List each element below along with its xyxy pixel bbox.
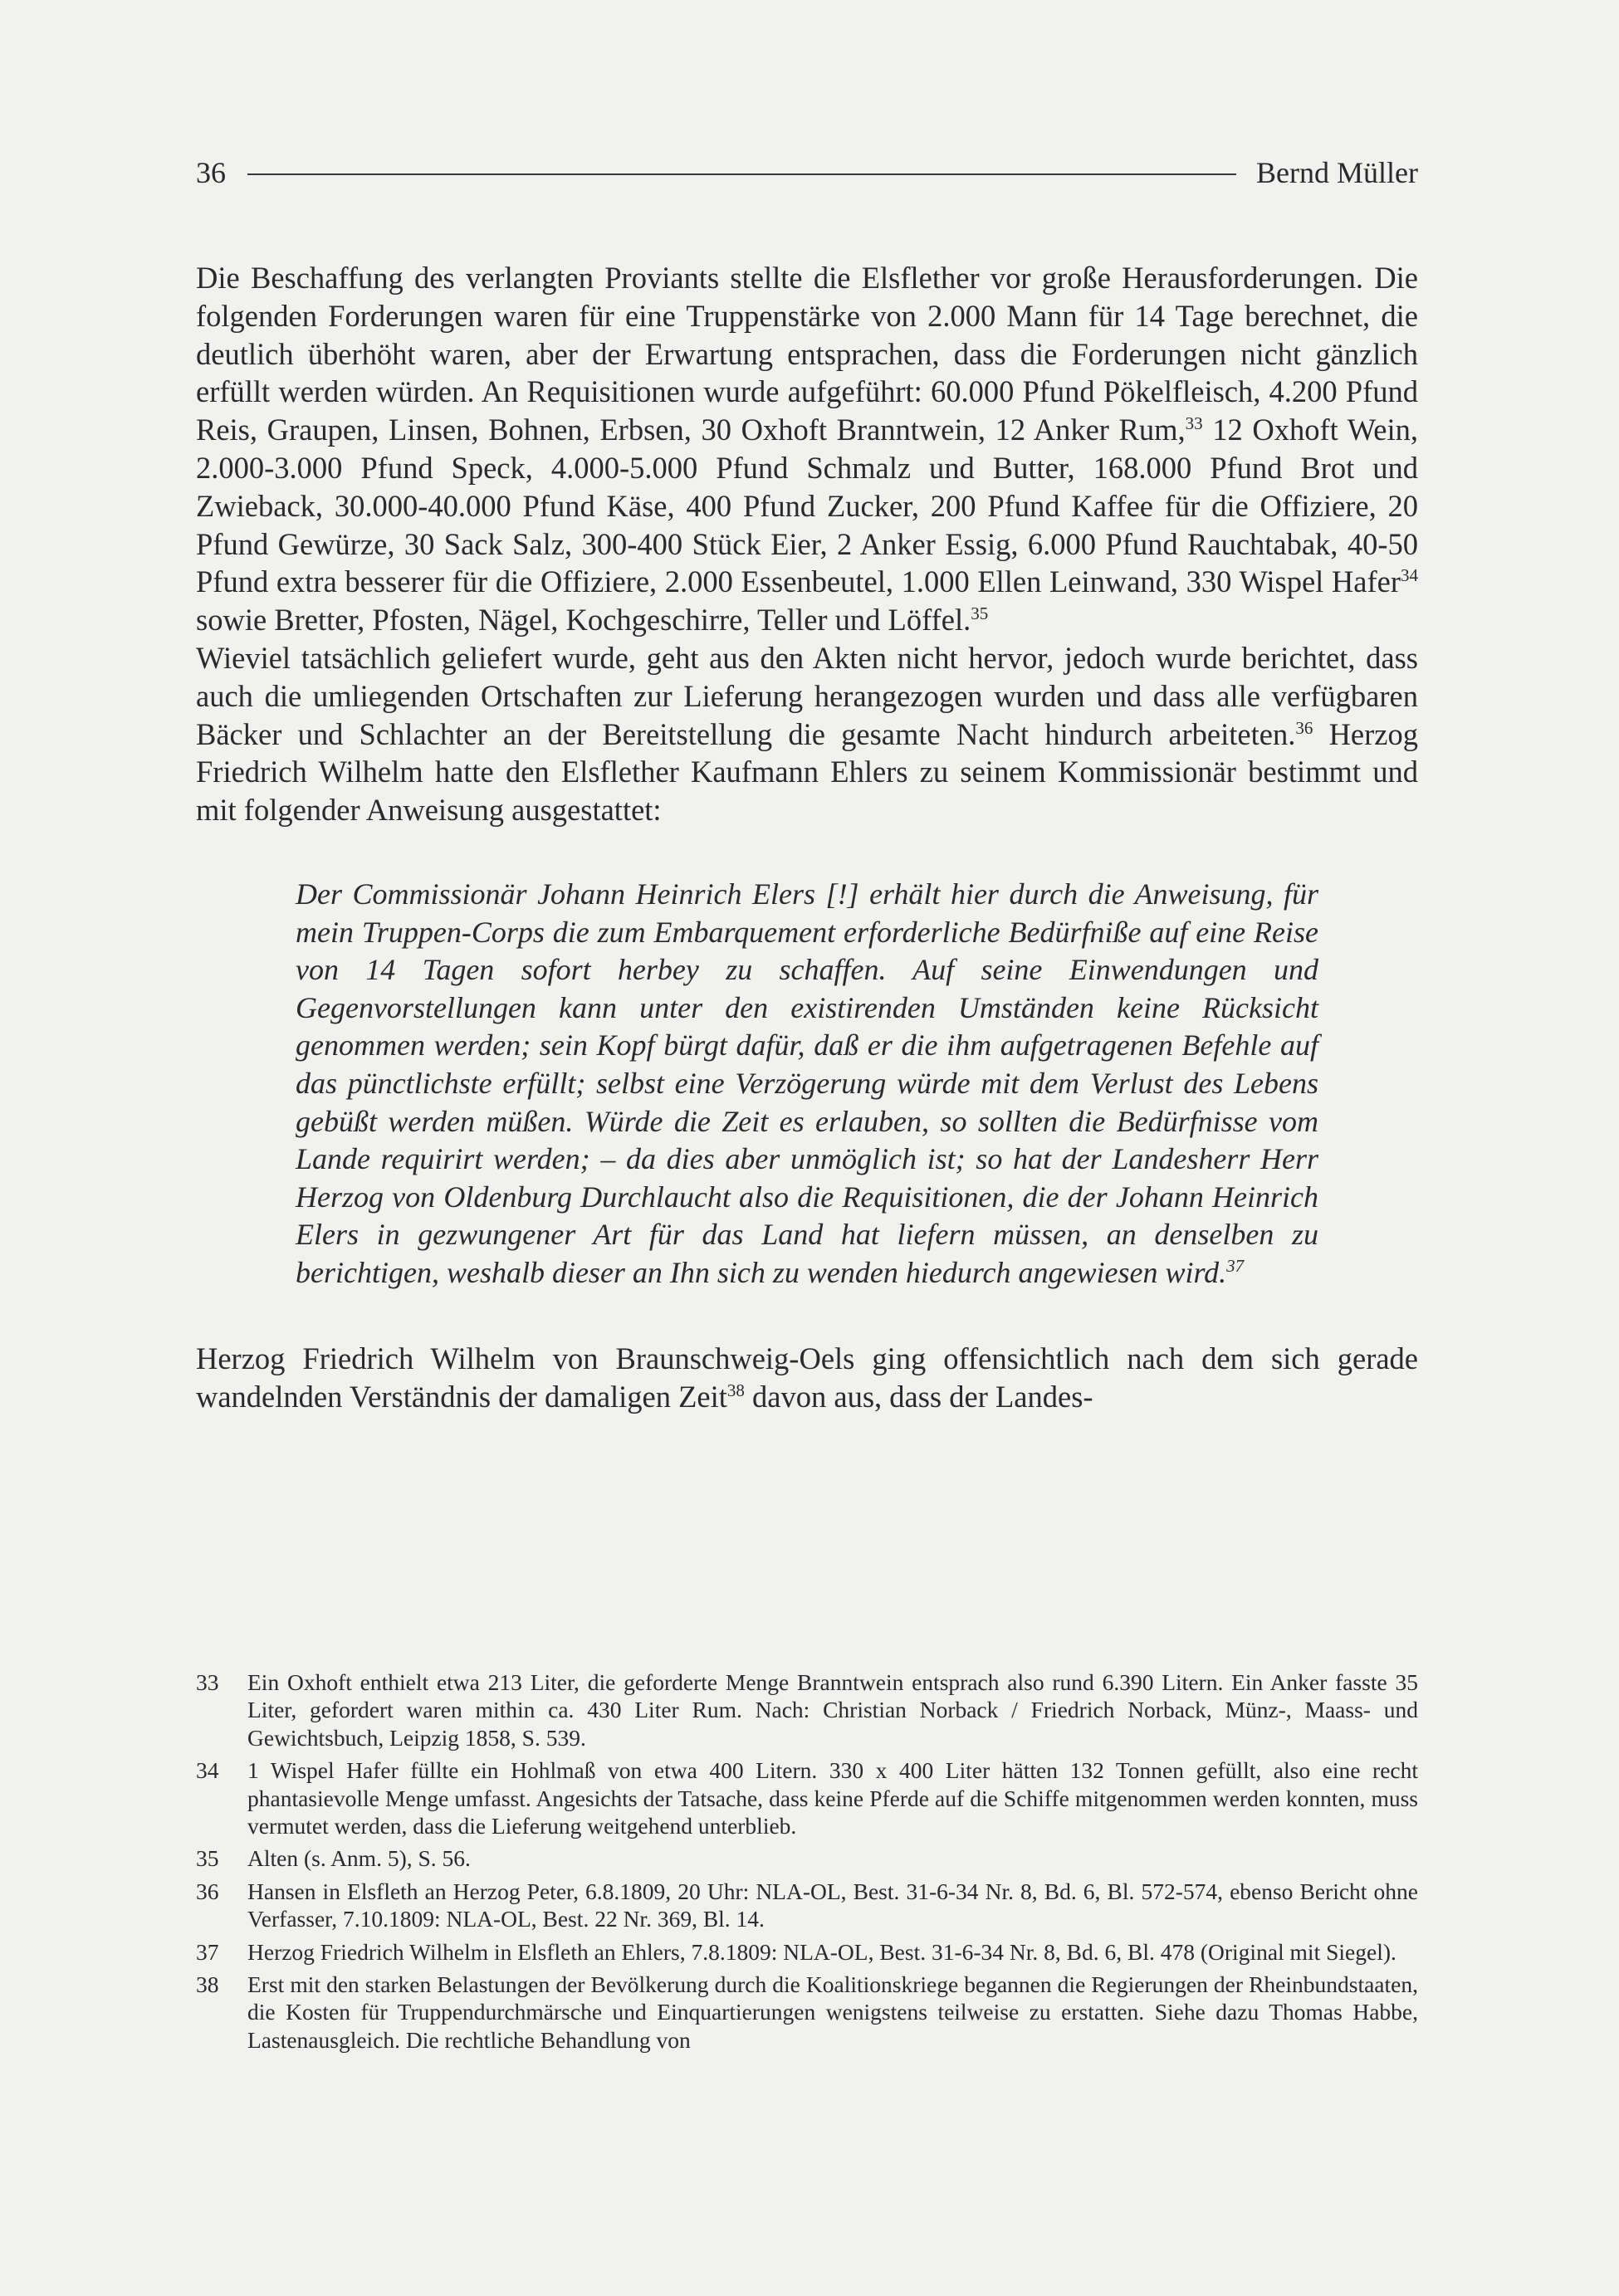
footnote: [196, 1971, 1418, 2054]
footnote-ref: 35: [971, 603, 989, 624]
main-text: [196, 259, 1418, 1416]
footnote-text: Herzog Friedrich Wilhelm in Elsfleth an Ehlers, 7.8.1809: NLA-OL, Best. 31-6-34 Nr. 8, Bd. 6, Bl. 478 (Original mit Siegel).: [247, 1938, 1396, 1965]
block-quote: [296, 876, 1318, 1292]
footnote-text: 1 Wispel Hafer füllte ein Hohlmaß von etwa 400 Litern. 330 x 400 Liter hätten 132 Tonnen gefüllt, also eine recht phantasievolle Menge umfasst. Angesichts der Tatsache, dass keine Pferde auf die Schiffe mitgenommen werden konnten, muss vermutet werden, dass die Lieferung weitgehend unterblieb.: [247, 1757, 1418, 1839]
footnote-number: 37: [196, 1938, 219, 1965]
footnote: [196, 1938, 1418, 1966]
footnote-text: Erst mit den starken Belastungen der Bevölkerung durch die Koalitionskriege begannen die Regierungen der Rheinbundstaaten, die Kosten für Truppendurchmärsche und Einquartierungen wenigstens teilweise zu erstatten. Siehe dazu Thomas Habbe, Lastenausgleich. Die rechtliche Behandlung von: [247, 1971, 1418, 2053]
page-number: 36: [196, 156, 226, 189]
footnote: [196, 1668, 1418, 1751]
text-segment: Herzog Friedrich Wilhelm von Braunschweig-Oels ging offensichtlich nach dem sich gerade wandelnden Verständnis der damaligen Zeit: [196, 1341, 1418, 1414]
footnote-ref: 36: [1295, 717, 1313, 738]
footnote-number: 36: [196, 1878, 219, 1904]
footnote-number: 33: [196, 1669, 219, 1695]
footnote: [196, 1844, 1418, 1872]
header-rule: [247, 173, 1236, 175]
text-segment: sowie Bretter, Pfosten, Nägel, Kochgeschirre, Teller und Löffel.: [196, 603, 971, 638]
footnote-number: 35: [196, 1845, 219, 1872]
footnote-ref: 34: [1401, 565, 1418, 586]
quote-text: Der Commissionär Johann Heinrich Elers [!] erhält hier durch die Anweisung, für mein Truppen-Corps die zum Embarquement erforderliche Bedürfniße auf eine Reise von 14 Tagen sofort herbey zu schaffen. Auf seine Einwendungen und Gegenvorstellungen kann unter den existirenden Umständen keine Rücksicht genommen werden; sein Kopf bürgt dafür, daß er die ihm aufgetragenen Befehle auf das pünctlichste erfüllt; selbst eine Verzögerung würde mit dem Verlust des Lebens gebüßt werden müßen. Würde die Zeit es erlauben, so sollten die Bedürfnisse vom Lande requirirt werden; – da dies aber unmöglich ist; so hat der Landesherr Herr Herzog von Oldenburg Durchlaucht also die Requisitionen, die der Johann Heinrich Elers in gezwungener Art für das Land hat liefern müssen, an denselben zu berichtigen, weshalb dieser an Ihn sich zu wenden hiedurch angewiesen wird.: [296, 877, 1318, 1289]
text-segment: Die Beschaffung des verlangten Proviants stellte die Elsflether vor große Herausforderungen. Die folgenden Forderungen waren für eine Truppenstärke von 2.000 Mann für 14 Tage berechnet, die deutlich überhöht waren, aber der Erwartung entsprachen, dass die Forderungen nicht gänzlich erfüllt werden würden. An Requisitionen wurde aufgeführt: 60.000 Pfund Pökelfleisch, 4.200 Pfund Reis, Graupen, Linsen, Bohnen, Erbsen, 30 Oxhoft Branntwein, 12 Anker Rum,: [196, 261, 1418, 447]
text-segment: Wieviel tatsächlich geliefert wurde, geht aus den Akten nicht hervor, jedoch wurde berichtet, dass auch die umliegenden Ortschaften zur Lieferung herangezogen wurden und dass alle verfügbaren Bäcker und Schlachter an der Bereitstellung die gesamte Nacht hindurch arbeiteten.: [196, 640, 1418, 751]
footnote-number: 38: [196, 1971, 219, 1998]
footnote: [196, 1756, 1418, 1839]
footnote-text: Hansen in Elsfleth an Herzog Peter, 6.8.1809, 20 Uhr: NLA-OL, Best. 31-6-34 Nr. 8, Bd. 6, Bl. 572-574, ebenso Bericht ohne Verfasser, 7.10.1809: NLA-OL, Best. 22 Nr. 369, Bl. 14.: [247, 1878, 1418, 1932]
footnote-text: Ein Oxhoft enthielt etwa 213 Liter, die geforderte Menge Branntwein entsprach also rund 6.390 Litern. Ein Anker fasste 35 Liter, gefordert waren mithin ca. 430 Liter Rum. Nach: Christian Norback / Friedrich Norback, Münz-, Maass- und Gewichtsbuch, Leipzig 1858, S. 539.: [247, 1669, 1418, 1751]
footnote-ref: 37: [1226, 1255, 1245, 1276]
running-head-author: Bernd Müller: [1256, 156, 1418, 189]
body-paragraph: [196, 639, 1418, 829]
footnote-ref: 38: [726, 1380, 745, 1401]
body-paragraph: [196, 1340, 1418, 1416]
footnote-number: 34: [196, 1757, 219, 1784]
text-segment: davon aus, dass der Landes-: [744, 1380, 1093, 1414]
text-segment: Herzog Friedrich Wilhelm hatte den Elsflether Kaufmann Ehlers zu seinem Kommissionär bestimmt und mit folgender Anweisung ausgestattet:: [196, 716, 1418, 828]
running-header: [196, 149, 1418, 196]
footnote-text: Alten (s. Anm. 5), S. 56.: [247, 1845, 471, 1872]
footnote-ref: 33: [1185, 413, 1203, 434]
footnotes: [196, 1668, 1418, 2059]
text-segment: 12 Oxhoft Wein, 2.000-3.000 Pfund Speck, 4.000-5.000 Pfund Schmalz und Butter, 168.000 Pfund Brot und Zwieback, 30.000-40.000 Pfund Käse, 400 Pfund Zucker, 200 Pfund Kaffee für die Offiziere, 20 Pfund Gewürze, 30 Sack Salz, 300-400 Stück Eier, 2 Anker Essig, 6.000 Pfund Rauchtabak, 40-50 Pfund extra besserer für die Offiziere, 2.000 Essenbeutel, 1.000 Ellen Leinwand, 330 Wispel Hafer: [196, 413, 1418, 599]
body-paragraph: [196, 259, 1418, 639]
footnote: [196, 1878, 1418, 1933]
